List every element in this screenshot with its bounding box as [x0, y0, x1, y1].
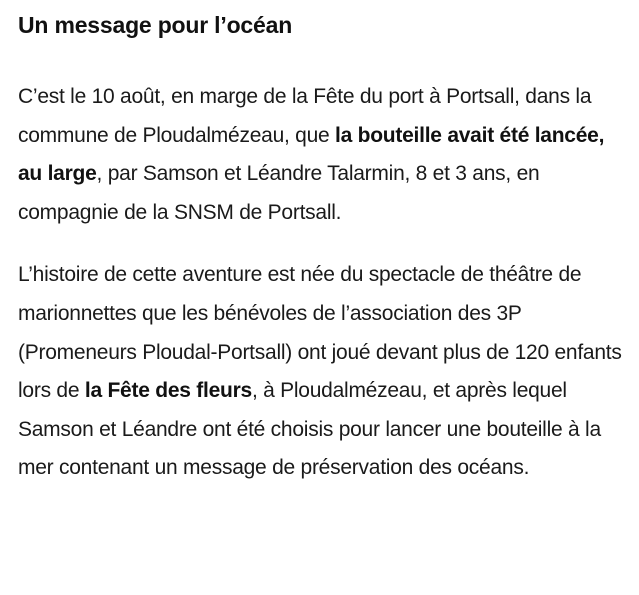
- article-paragraph-2: [18, 256, 631, 488]
- article-title: Un message pour l’océan: [18, 12, 293, 38]
- paragraph-2-text-end: , à Ploudalmézeau, et après lequel Samson et Léandre ont été choisis pour lancer une bouteille à la mer contenant un message de préservation des océans.: [18, 379, 601, 480]
- article-paragraph-1: [18, 78, 631, 232]
- paragraph-1-bold-text: la bouteille avait été lancée, au large: [18, 123, 605, 186]
- paragraph-2-bold-text: la Fête des fleurs: [84, 379, 252, 403]
- paragraph-2-text-start: L’histoire de cette aventure est née du spectacle de théâtre de marionnettes que les bénévoles de l’association des 3P (Promeneurs Ploudal-Portsall) ont joué devant plus de 120 enfants lors de: [18, 263, 622, 403]
- paragraph-1-text-start: C’est le 10 août, en marge de la Fête du port à Portsall, dans la commune de Ploudalmézeau, que: [18, 85, 592, 147]
- paragraph-1-text-end: , par Samson et Léandre Talarmin, 8 et 3 ans, en compagnie de la SNSM de Portsall.: [18, 162, 540, 224]
